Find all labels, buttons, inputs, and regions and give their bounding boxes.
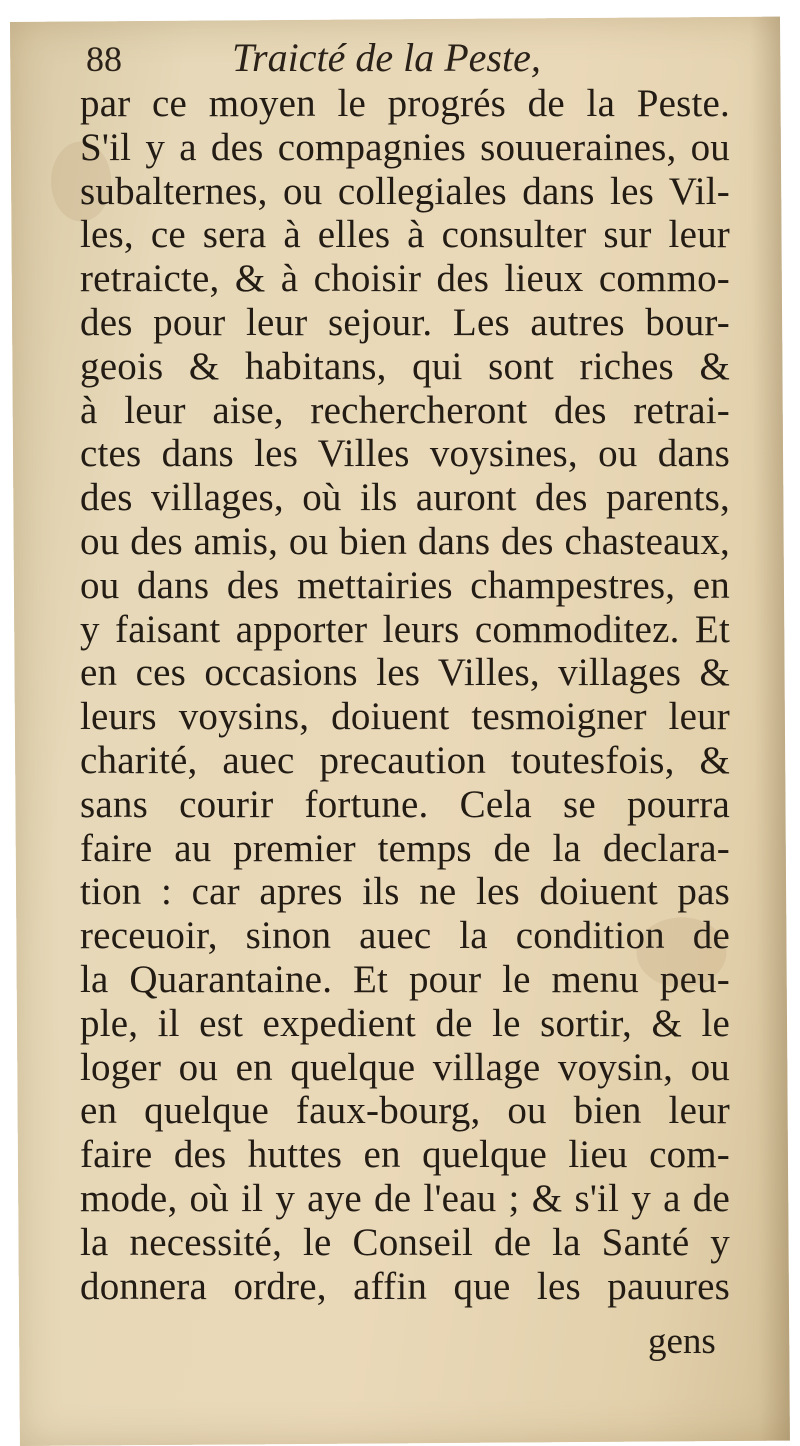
page-edge-shadow <box>750 17 790 1441</box>
text-line: faire des huttes en quelque lieu com- <box>80 1133 730 1177</box>
text-line: faire au premier temps de la declara- <box>80 826 730 870</box>
text-line: la Quarantaine. Et pour le menu peu- <box>80 957 730 1001</box>
text-line: la necessité, le Conseil de la Santé y <box>80 1220 730 1264</box>
text-line: ou des amis, ou bien dans des chasteaux, <box>80 519 730 563</box>
text-line: des pour leur sejour. Les autres bour- <box>80 300 730 344</box>
text-line: en quelque faux-bourg, ou bien leur <box>80 1089 730 1133</box>
text-line: ctes dans les Villes voysines, ou dans <box>80 432 730 476</box>
text-line: y faisant apporter leurs commoditez. Et <box>80 607 730 651</box>
text-line: charité, auec precaution toutesfois, & <box>80 738 730 782</box>
catchword: gens <box>648 1321 716 1362</box>
text-line: retraicte, & à choisir des lieux commo- <box>80 257 730 301</box>
text-line: loger ou en quelque village voysin, ou <box>80 1045 730 1089</box>
text-line: mode, où il y aye de l'eau ; & s'il y a de <box>80 1176 730 1220</box>
text-line: receuoir, sinon auec la condition de <box>80 914 730 958</box>
page-number: 88 <box>86 39 122 79</box>
text-line: tion : car apres ils ne les doiuent pas <box>80 870 730 914</box>
body-text <box>80 82 730 1308</box>
text-line: à leur aise, rechercheront des retrai- <box>80 388 730 432</box>
text-line: en ces occasions les Villes, villages & <box>80 651 730 695</box>
text-line: des villages, où ils auront des parents, <box>80 476 730 520</box>
text-line: sans courir fortune. Cela se pourra <box>80 782 730 826</box>
text-line: par ce moyen le progrés de la Peste. <box>80 82 730 125</box>
text-line: ou dans des mettairies champestres, en <box>80 563 730 607</box>
text-line: subalternes, ou collegiales dans les Vil- <box>80 169 730 213</box>
text-line: donnera ordre, affin que les pauures <box>80 1264 730 1308</box>
text-line: les, ce sera à elles à consulter sur leur <box>80 213 730 257</box>
text-line: geois & habitans, qui sont riches & <box>80 344 730 388</box>
running-title: Traicté de la Peste, <box>232 35 541 80</box>
text-line: S'il y a des compagnies souueraines, ou <box>80 125 730 169</box>
text-line: leurs voysins, doiuent tesmoigner leur <box>80 695 730 739</box>
text-line: ple, il est expedient de le sortir, & le <box>80 1001 730 1045</box>
